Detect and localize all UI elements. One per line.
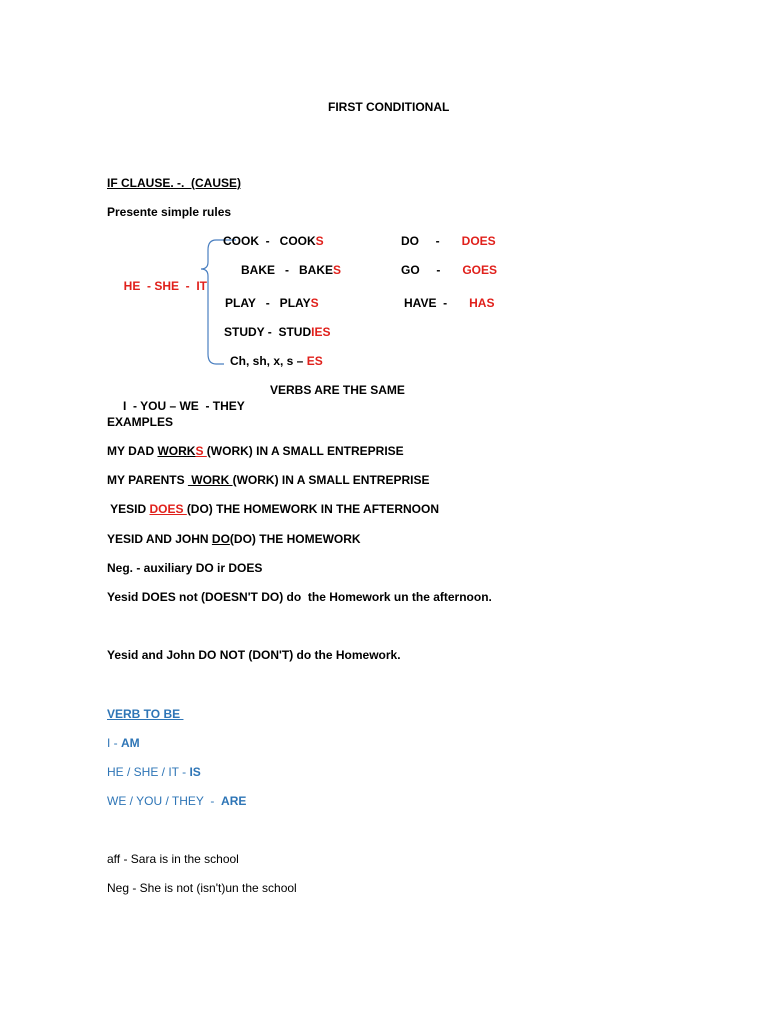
rule-study: STUDY - STUDIES [224, 325, 331, 339]
example-1: MY DAD WORKS (WORK) IN A SMALL ENTREPRISE [107, 444, 404, 458]
verb-to-be-heading: VERB TO BE [107, 707, 184, 721]
example-2: MY PARENTS WORK (WORK) IN A SMALL ENTREPRISE [107, 473, 430, 487]
i-you-we-they-line: I - YOU – WE - THEY [119, 399, 245, 413]
rule-have: HAVE - HAS [404, 296, 495, 310]
to-be-he-she-it: HE / SHE / IT - IS [107, 765, 201, 779]
if-clause-heading: IF CLAUSE. -. (CAUSE) [107, 176, 241, 190]
rule-go: GO - GOES [401, 263, 498, 277]
neg-auxiliary-line: Neg. - auxiliary DO ir DOES [107, 561, 263, 575]
he-she-it-line: HE - SHE - IT [123, 279, 208, 293]
to-be-we-you-they: WE / YOU / THEY - ARE [107, 794, 247, 808]
neg-example-2: Yesid and John DO NOT (DON'T) do the Homework. [107, 648, 401, 662]
rule-play: PLAY - PLAYS [225, 296, 319, 310]
presente-rules-label: Presente simple rules [107, 205, 232, 219]
neg-example: Neg - She is not (isn't)un the school [107, 881, 297, 895]
to-be-i-am: I - AM [107, 736, 140, 750]
page-title: FIRST CONDITIONAL [328, 100, 450, 114]
rule-cook: COOK - COOKS [223, 234, 324, 248]
example-3: YESID DOES (DO) THE HOMEWORK IN THE AFTERNOON [107, 502, 440, 516]
rule-ch: Ch, sh, x, s – ES [230, 354, 323, 368]
rule-do: DO - DOES [401, 234, 496, 248]
aff-example: aff - Sara is in the school [107, 852, 239, 866]
verbs-same-label: VERBS ARE THE SAME [270, 383, 405, 397]
examples-label: EXAMPLES [107, 415, 174, 429]
rule-bake: BAKE - BAKES [241, 263, 342, 277]
example-4: YESID AND JOHN DO(DO) THE HOMEWORK [107, 532, 361, 546]
neg-example-1: Yesid DOES not (DOESN'T DO) do the Homework un the afternoon. [107, 590, 492, 604]
